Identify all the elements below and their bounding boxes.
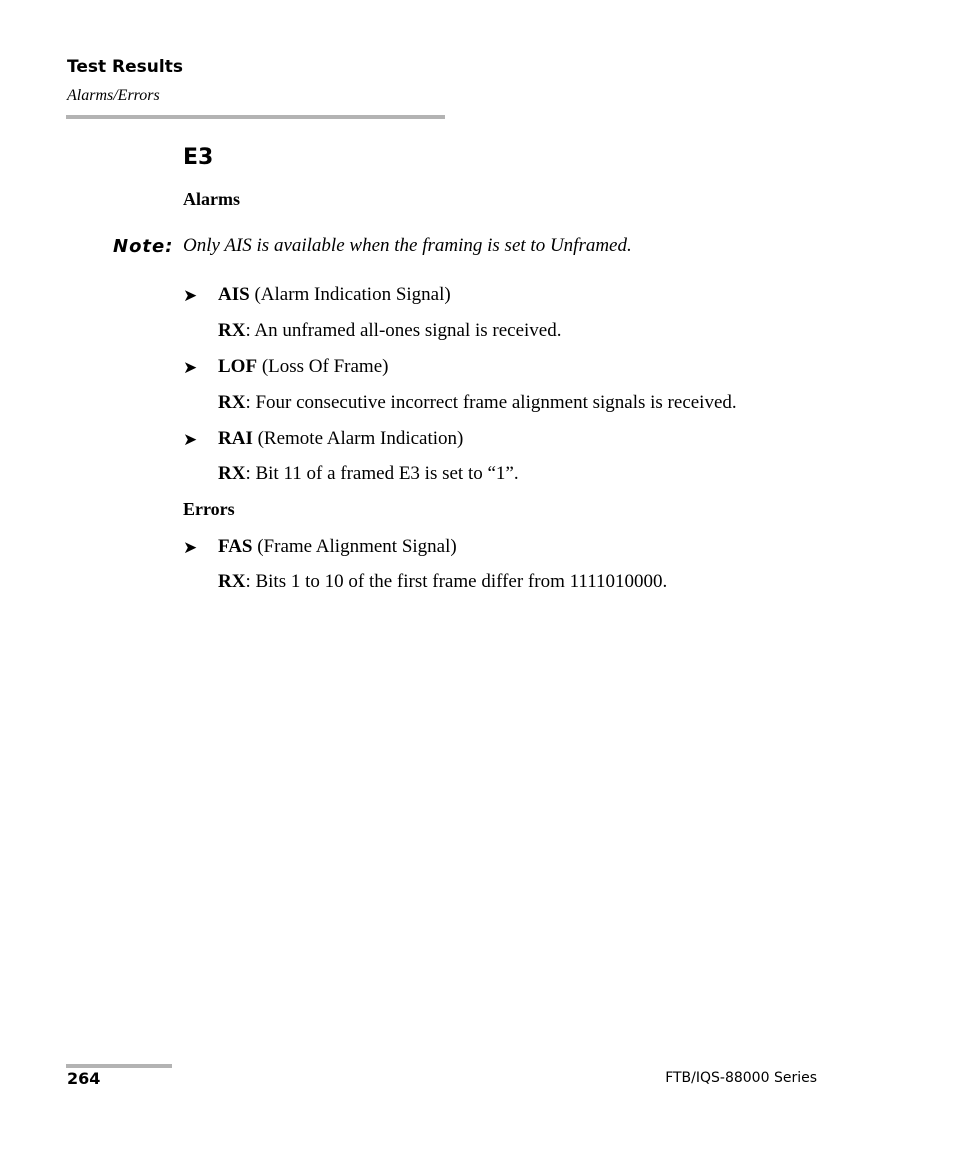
running-header-subtitle: Alarms/Errors (67, 87, 160, 104)
item-title (218, 284, 451, 306)
arrow-bullet-icon: ➤ (183, 358, 198, 377)
item-expansion: (Frame Alignment Signal) (252, 536, 457, 557)
rx-label: RX (218, 463, 246, 484)
item-rx-description (218, 320, 562, 342)
arrow-bullet-icon: ➤ (183, 538, 198, 557)
item-term: AIS (218, 284, 250, 305)
running-header-title: Test Results (67, 57, 183, 77)
item-title (218, 536, 457, 558)
arrow-bullet-icon: ➤ (183, 430, 198, 449)
section-heading: E3 (183, 145, 214, 170)
rx-label: RX (218, 571, 246, 592)
note-label: Note: (113, 236, 174, 257)
rx-text: : An unframed all-ones signal is received. (245, 320, 562, 341)
rx-label: RX (218, 392, 246, 413)
item-expansion: (Loss Of Frame) (257, 356, 389, 377)
item-expansion: (Alarm Indication Signal) (249, 284, 451, 305)
note-text: Only AIS is available when the framing is set to Unframed. (183, 235, 632, 256)
item-rx-description (218, 392, 737, 414)
rx-label: RX (218, 320, 246, 341)
item-term: RAI (218, 428, 253, 449)
alarms-heading: Alarms (183, 189, 240, 209)
rx-text: : Four consecutive incorrect frame alignment signals is received. (245, 392, 737, 413)
footer-divider (66, 1064, 172, 1068)
rx-text: : Bit 11 of a framed E3 is set to “1”. (245, 463, 519, 484)
product-series-name: FTB/IQS-88000 Series (665, 1070, 817, 1086)
page-number: 264 (67, 1069, 101, 1088)
item-title (218, 428, 463, 450)
item-expansion: (Remote Alarm Indication) (252, 428, 464, 449)
rx-text: : Bits 1 to 10 of the first frame differ from 1111010000. (245, 571, 668, 592)
item-title (218, 356, 388, 378)
arrow-bullet-icon: ➤ (183, 286, 198, 305)
item-term: FAS (218, 536, 253, 557)
item-rx-description (218, 571, 667, 593)
item-rx-description (218, 463, 519, 485)
header-divider (66, 115, 445, 119)
errors-heading: Errors (183, 499, 235, 519)
item-term: LOF (218, 356, 258, 377)
